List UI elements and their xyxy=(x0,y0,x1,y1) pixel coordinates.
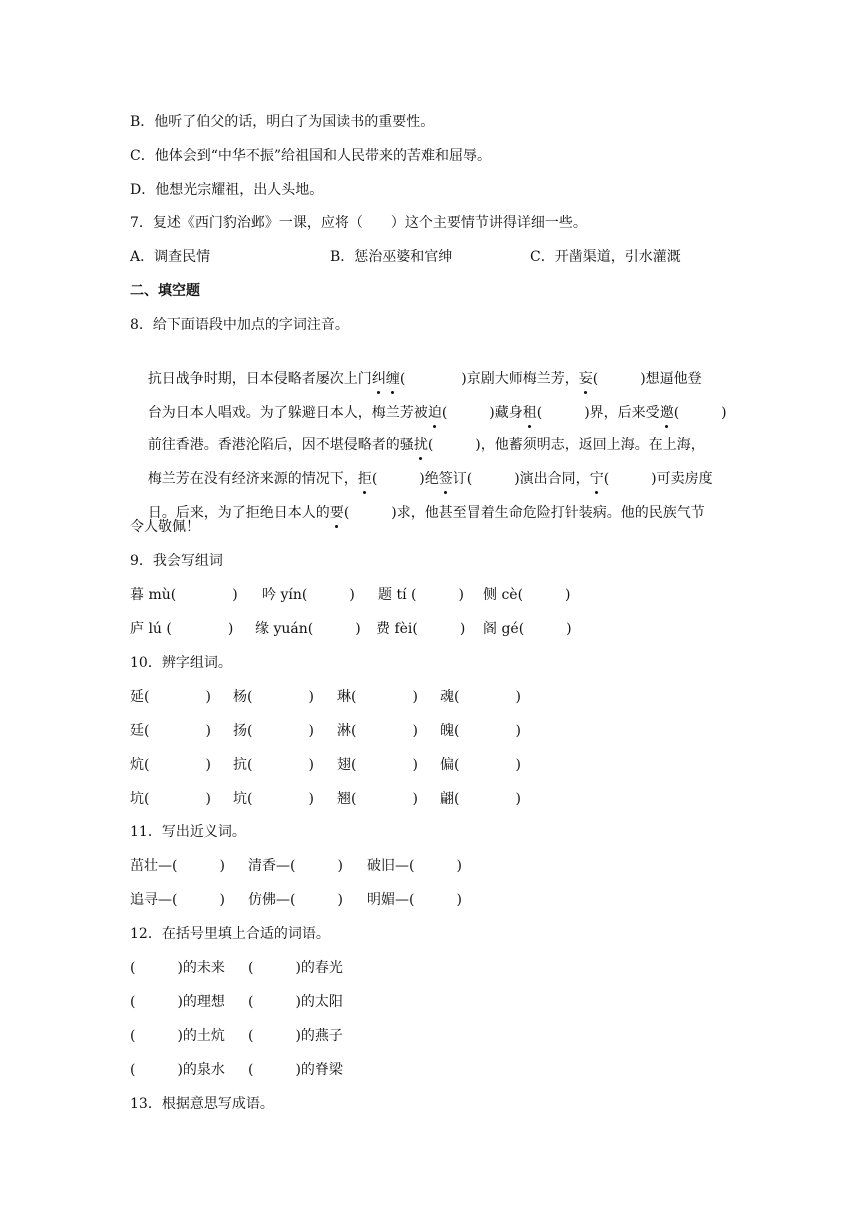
q11-item: 破旧—( ) xyxy=(367,858,462,874)
q7-stem: 7．复述《西门豹治邺》一课，应将（ ）这个主要情节讲得详细一些。 xyxy=(130,215,587,231)
dotted-word: 妄 xyxy=(578,371,593,387)
q12-item: ( )的泉水 xyxy=(130,1062,225,1078)
dotted-word: 要 xyxy=(329,505,344,521)
q9-item: 费 fèi( ) xyxy=(376,621,466,637)
q10-item: 扬( ) xyxy=(233,723,314,739)
q9-item: 缘 yuán( ) xyxy=(255,621,361,637)
q6-option-d: D．他想光宗耀祖，出人头地。 xyxy=(130,182,324,198)
q8-passage-line-6: 令人敬佩！ xyxy=(130,519,200,535)
q10-item: 翘( ) xyxy=(337,791,418,807)
dotted-word: 签 xyxy=(438,471,453,487)
q10-item: 琳( ) xyxy=(337,689,418,705)
q10-stem: 10．辨字组词。 xyxy=(130,655,232,671)
q10-item: 翅( ) xyxy=(337,757,418,773)
q8-stem: 8．给下面语段中加点的字词注音。 xyxy=(130,317,349,333)
q7-option-c: C．开凿渠道，引水灌溉 xyxy=(530,249,681,265)
q6-option-b: B．他听了伯父的话，明白了为国读书的重要性。 xyxy=(130,114,435,130)
q12-item: ( )的春光 xyxy=(248,960,343,976)
q8-passage-line-4: 梅兰芳在没有经济来源的情况下，拒( )绝签订( )演出合同，宁( )可卖房度 xyxy=(147,471,713,487)
q6-option-c: C．他体会到“中华不振”给祖国和人民带来的苦难和屈辱。 xyxy=(130,148,492,164)
dotted-word: 纠缠 xyxy=(371,371,400,387)
q10-item: 廷( ) xyxy=(130,723,211,739)
dotted-word: 迫 xyxy=(427,405,442,421)
q13-stem: 13．根据意思写成语。 xyxy=(130,1096,274,1112)
dotted-word: 宁 xyxy=(589,471,604,487)
q11-item: 明媚—( ) xyxy=(367,892,462,908)
q12-item: ( )的太阳 xyxy=(248,994,343,1010)
q12-item: ( )的理想 xyxy=(130,994,225,1010)
q10-item: 偏( ) xyxy=(440,757,521,773)
q10-item: 炕( ) xyxy=(130,757,211,773)
dotted-word: 拒 xyxy=(357,471,372,487)
q10-item: 魄( ) xyxy=(440,723,521,739)
q10-item: 魂( ) xyxy=(440,689,521,705)
q10-item: 坑( ) xyxy=(233,791,314,807)
dotted-word: 邀 xyxy=(659,405,674,421)
q8-passage-line-3: 前往香港。香港沦陷后，因不堪侵略者的骚扰( )，他蓄须明志，返回上海。在上海， xyxy=(147,437,705,453)
q9-item: 阁 gé( ) xyxy=(483,621,572,637)
q8-passage-line-1: 抗日战争时期，日本侵略者屡次上门纠缠( )京剧大师梅兰芳，妄( )想逼他登 xyxy=(147,371,702,387)
q12-item: ( )的燕子 xyxy=(248,1028,343,1044)
q7-option-a: A．调查民情 xyxy=(130,249,211,265)
q11-item: 茁壮—( ) xyxy=(130,858,225,874)
q9-item: 庐 lú ( ) xyxy=(130,621,234,637)
section-fill-in-title: 二、填空题 xyxy=(130,283,200,299)
q10-item: 翩( ) xyxy=(440,791,521,807)
dotted-word: 扰 xyxy=(413,437,428,453)
q9-item: 暮 mù( ) xyxy=(130,587,238,603)
q11-stem: 11．写出近义词。 xyxy=(130,824,246,840)
q7-option-b: B．惩治巫婆和官绅 xyxy=(330,249,453,265)
q10-item: 杨( ) xyxy=(233,689,314,705)
q9-stem: 9．我会写组词 xyxy=(130,553,223,569)
q8-passage-line-5: 日。后来，为了拒绝日本人的要( )求，他甚至冒着生命危险打针装病。他的民族气节 xyxy=(147,505,705,521)
dotted-word: 租 xyxy=(522,405,537,421)
q9-item: 吟 yín( ) xyxy=(262,587,355,603)
q12-stem: 12．在括号里填上合适的词语。 xyxy=(130,926,330,942)
q12-item: ( )的脊梁 xyxy=(248,1062,343,1078)
q10-item: 淋( ) xyxy=(337,723,418,739)
q9-item: 题 tí ( ) xyxy=(378,587,464,603)
q11-item: 清香—( ) xyxy=(248,858,343,874)
q12-item: ( )的土炕 xyxy=(130,1028,225,1044)
q12-item: ( )的未来 xyxy=(130,960,225,976)
q8-passage-line-2: 台为日本人唱戏。为了躲避日本人，梅兰芳被迫( )藏身租( )界，后来受邀( ) xyxy=(147,405,727,421)
q10-item: 延( ) xyxy=(130,689,211,705)
q10-item: 坑( ) xyxy=(130,791,211,807)
q9-item: 侧 cè( ) xyxy=(483,587,571,603)
q11-item: 仿佛—( ) xyxy=(248,892,343,908)
q11-item: 追寻—( ) xyxy=(130,892,225,908)
q10-item: 抗( ) xyxy=(233,757,314,773)
